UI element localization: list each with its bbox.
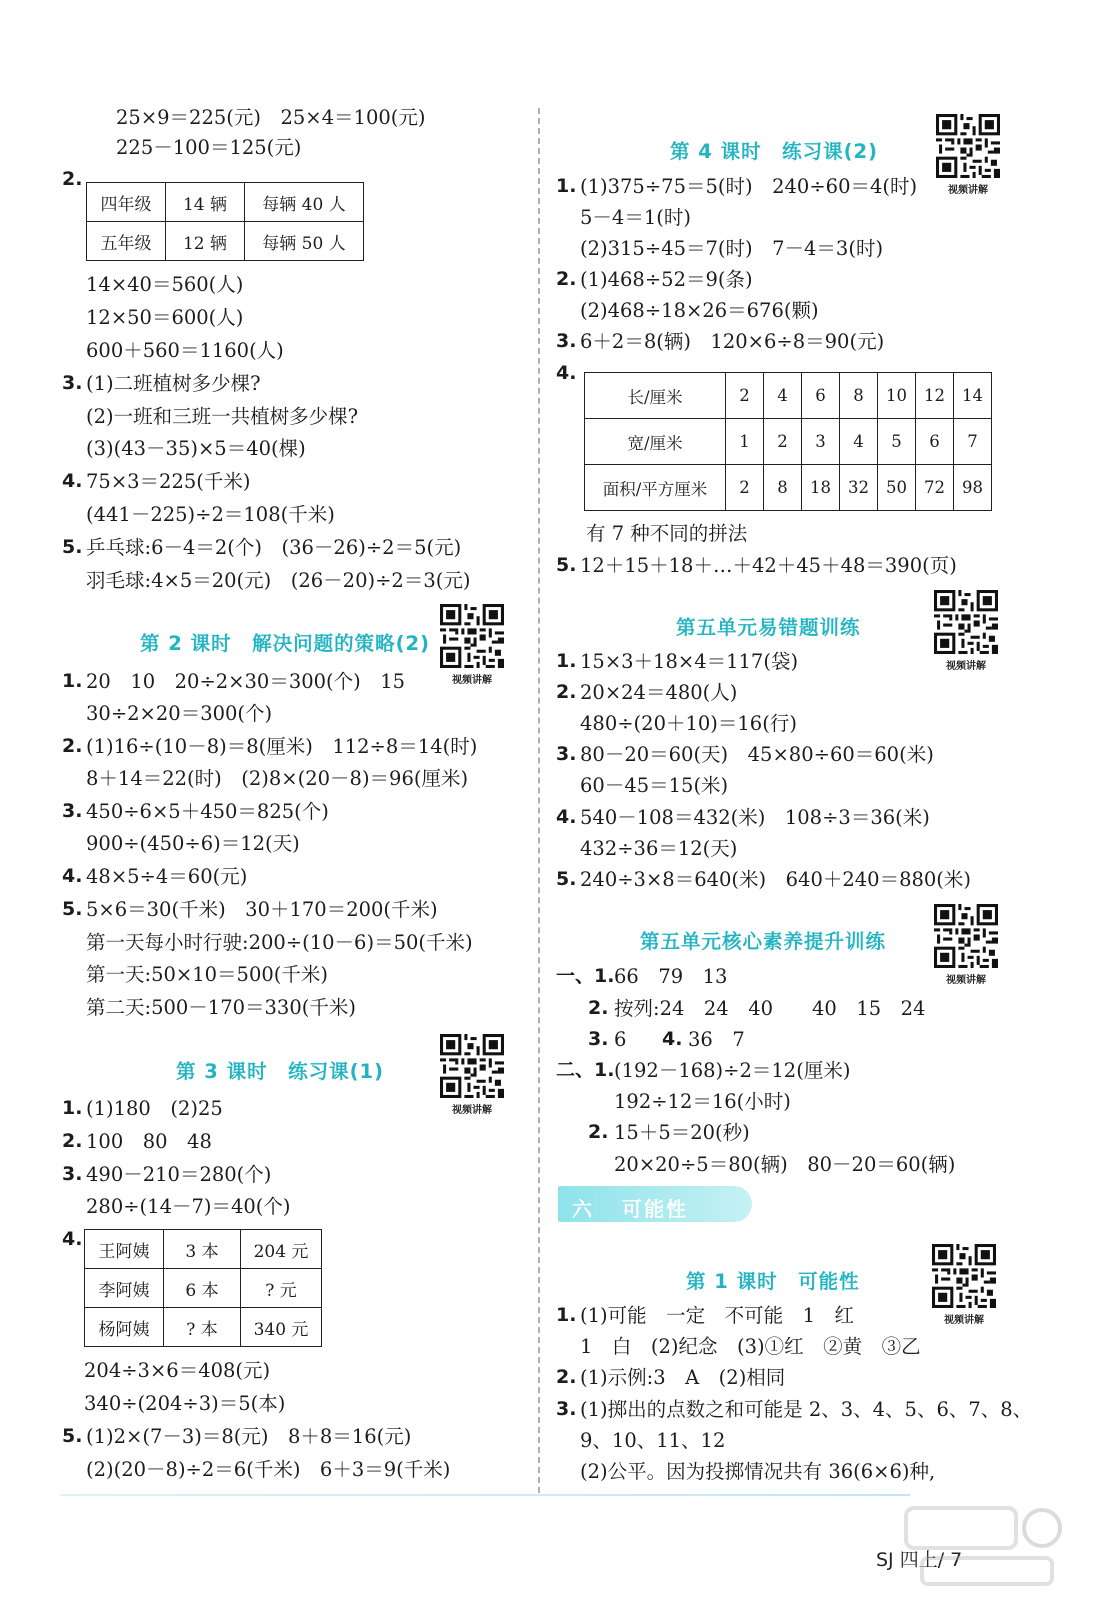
- qr-caption: 视频讲解: [946, 975, 986, 986]
- table-cell: 每辆 40 人: [245, 183, 364, 222]
- answer-line: (1)可能 一定 不可能 1 红: [580, 1304, 855, 1327]
- unit-title: 可能性: [622, 1197, 688, 1221]
- answer-line: 5×6＝30(千米) 30＋170＝200(千米): [86, 898, 438, 921]
- answer-line: 羽毛球:4×5＝20(元) (26－20)÷2＝3(元): [86, 569, 471, 592]
- answer-line: 20×20÷5＝80(辆) 80－20＝60(辆): [614, 1153, 956, 1176]
- qr-code[interactable]: [934, 904, 998, 986]
- table-cell: 4: [764, 373, 802, 419]
- answer-line: 540－108＝432(米) 108÷3＝36(米): [580, 806, 930, 829]
- answer-line: 9、10、11、12: [580, 1429, 726, 1452]
- answer-line: 36 7: [688, 1028, 745, 1051]
- answer-line: 192÷12＝16(小时): [614, 1090, 791, 1113]
- question-number: 1.: [556, 175, 577, 197]
- question-number: 5.: [62, 898, 83, 920]
- table-cell: 面积/平方厘米: [585, 465, 726, 511]
- qr-code[interactable]: [932, 1244, 996, 1326]
- answer-line: (1)二班植树多少棵?: [86, 372, 261, 395]
- vehicle-table: [86, 182, 364, 261]
- lesson-heading: 第 4 课时 练习课(2): [670, 140, 879, 163]
- question-number: 4.: [62, 470, 83, 492]
- answer-line: (192－168)÷2＝12(厘米): [614, 1059, 851, 1082]
- question-number: 2.: [588, 997, 609, 1019]
- table-cell: 340 元: [241, 1308, 322, 1347]
- answer-line: 450÷6×5＋450＝825(个): [86, 800, 329, 823]
- qr-code[interactable]: [440, 604, 504, 686]
- answer-line: 80－20＝60(天) 45×80÷60＝60(米): [580, 743, 934, 766]
- question-number: 2.: [556, 681, 577, 703]
- table-row: [85, 1269, 322, 1308]
- answer-line: 12×50＝600(人): [86, 306, 244, 329]
- question-number: 3.: [588, 1028, 609, 1050]
- table-cell: 2: [764, 419, 802, 465]
- section-heading: 第五单元易错题训练: [676, 616, 861, 639]
- question-number: 3.: [556, 330, 577, 352]
- answer-line: 280÷(14－7)＝40(个): [86, 1195, 291, 1218]
- question-number: 1.: [62, 1097, 83, 1119]
- table-cell: 7: [954, 419, 992, 465]
- table-cell: 50: [878, 465, 916, 511]
- purchase-table: [84, 1229, 322, 1347]
- table-row: [87, 222, 364, 261]
- qr-code[interactable]: [934, 590, 998, 672]
- table-row: [85, 1308, 322, 1347]
- answer-line: 60－45＝15(米): [580, 774, 729, 797]
- qr-caption: 视频讲解: [452, 675, 492, 686]
- question-number: 一、1.: [556, 965, 615, 987]
- lesson-heading: 第 3 课时 练习课(1): [176, 1060, 385, 1083]
- table-cell: 14 辆: [166, 183, 245, 222]
- table-cell: 五年级: [87, 222, 166, 261]
- answer-line: (2)(20－8)÷2＝6(千米) 6＋3＝9(千米): [86, 1458, 451, 1481]
- table-cell: 6: [802, 373, 840, 419]
- table-cell: 李阿姨: [85, 1269, 164, 1308]
- table-cell: 6 本: [164, 1269, 241, 1308]
- answer-line: 14×40＝560(人): [86, 273, 244, 296]
- answer-line: (1)2×(7－3)＝8(元) 8＋8＝16(元): [86, 1425, 412, 1448]
- qr-code[interactable]: [440, 1034, 504, 1116]
- table-cell: 32: [840, 465, 878, 511]
- table-cell: ? 元: [241, 1269, 322, 1308]
- answer-line: 乒乓球:6－4＝2(个) (36－26)÷2＝5(元): [86, 536, 462, 559]
- answer-line: (2)315÷45＝7(时) 7－4＝3(时): [580, 237, 884, 260]
- qr-caption: 视频讲解: [946, 661, 986, 672]
- question-number: 2.: [62, 168, 83, 190]
- left-column: [60, 0, 530, 1530]
- answer-line: (3)(43－35)×5＝40(棵): [86, 437, 306, 460]
- qr-code-icon: [932, 1244, 996, 1308]
- table-cell: ? 本: [164, 1308, 241, 1347]
- answer-line: (2)公平。因为投掷情况共有 36(6×6)种,: [580, 1460, 936, 1483]
- answer-line: (2)一班和三班一共植树多少棵?: [86, 405, 359, 428]
- answer-line: 48×5÷4＝60(元): [86, 865, 248, 888]
- table-cell: 1: [726, 419, 764, 465]
- answer-line: (1)180 (2)25: [86, 1097, 223, 1120]
- question-number: 2.: [556, 1366, 577, 1388]
- footer-rule: [60, 1494, 910, 1496]
- answer-line: (1)16÷(10－8)＝8(厘米) 112÷8＝14(时): [86, 735, 478, 758]
- watermark-logo: [902, 1500, 1062, 1590]
- question-number: 4.: [62, 865, 83, 887]
- lesson-heading: 第 2 课时 解决问题的策略(2): [140, 632, 431, 655]
- table-cell: 18: [802, 465, 840, 511]
- section-heading: 第五单元核心素养提升训练: [640, 930, 887, 953]
- unit-banner: [558, 1186, 752, 1222]
- question-number: 2.: [588, 1121, 609, 1143]
- qr-code-icon: [934, 904, 998, 968]
- table-cell: 王阿姨: [85, 1230, 164, 1269]
- right-column: [552, 0, 1052, 1530]
- table-cell: 四年级: [87, 183, 166, 222]
- question-number: 3.: [556, 743, 577, 765]
- question-number: 4.: [556, 806, 577, 828]
- answer-line: (2)468÷18×26＝676(颗): [580, 299, 819, 322]
- table-cell: 8: [840, 373, 878, 419]
- question-number: 2.: [62, 1130, 83, 1152]
- table-cell: 每辆 50 人: [245, 222, 364, 261]
- answer-line: 8＋14＝22(时) (2)8×(20－8)＝96(厘米): [86, 767, 469, 790]
- table-cell: 72: [916, 465, 954, 511]
- table-row: [585, 465, 992, 511]
- table-row: [585, 373, 992, 419]
- answer-line: 第一天:50×10＝500(千米): [86, 963, 328, 986]
- qr-code-icon: [934, 590, 998, 654]
- answer-line: (1)掷出的点数之和可能是 2、3、4、5、6、7、8、: [580, 1398, 1033, 1421]
- page-number: SJ 四上/ 7: [876, 1549, 963, 1571]
- table-cell: 3 本: [164, 1230, 241, 1269]
- lesson-heading: 第 1 课时 可能性: [686, 1270, 860, 1293]
- question-number: 4.: [662, 1028, 683, 1050]
- qr-caption: 视频讲解: [948, 185, 988, 196]
- table-cell: 宽/厘米: [585, 419, 726, 465]
- answer-line: 15×3＋18×4＝117(袋): [580, 650, 799, 673]
- question-number: 3.: [556, 1398, 577, 1420]
- question-number: 3.: [62, 800, 83, 822]
- question-number: 二、1.: [556, 1059, 615, 1081]
- answer-line: 340÷(204÷3)＝5(本): [84, 1392, 286, 1415]
- answer-line: 900÷(450÷6)＝12(天): [86, 832, 300, 855]
- table-cell: 12 辆: [166, 222, 245, 261]
- answer-line: 600＋560＝1160(人): [86, 339, 284, 362]
- table-cell: 204 元: [241, 1230, 322, 1269]
- answer-line: 480÷(20＋10)＝16(行): [580, 712, 797, 735]
- table-cell: 98: [954, 465, 992, 511]
- question-number: 1.: [556, 650, 577, 672]
- table-cell: 6: [916, 419, 954, 465]
- table-cell: 长/厘米: [585, 373, 726, 419]
- answer-line: 20 10 20÷2×30＝300(个) 15: [86, 670, 406, 693]
- answer-line: (1)375÷75＝5(时) 240÷60＝4(时): [580, 175, 918, 198]
- answer-line: 按列:24 24 40 40 15 24: [614, 997, 926, 1020]
- question-number: 1.: [62, 670, 83, 692]
- answer-line: 432÷36＝12(天): [580, 837, 738, 860]
- answer-line: 66 79 13: [614, 965, 728, 988]
- table-cell: 3: [802, 419, 840, 465]
- answer-line: 75×3＝225(千米): [86, 470, 251, 493]
- table-cell: 2: [726, 465, 764, 511]
- table-cell: 4: [840, 419, 878, 465]
- answer-line: 1 白 (2)纪念 (3)①红 ②黄 ③乙: [580, 1335, 921, 1358]
- qr-code-icon: [440, 604, 504, 668]
- answer-line: 5－4＝1(时): [580, 206, 691, 229]
- question-number: 4.: [62, 1228, 83, 1250]
- answer-line: 6＋2＝8(辆) 120×6÷8＝90(元): [580, 330, 885, 353]
- answer-line: (1)468÷52＝9(条): [580, 268, 753, 291]
- table-cell: 10: [878, 373, 916, 419]
- answer-line: 有 7 种不同的拼法: [586, 522, 748, 545]
- answer-line: (441－225)÷2＝108(千米): [86, 503, 335, 526]
- table-cell: 杨阿姨: [85, 1308, 164, 1347]
- qr-code[interactable]: [936, 114, 1000, 196]
- answer-line: 6: [614, 1028, 666, 1051]
- table-row: [87, 183, 364, 222]
- answer-line: 25×9＝225(元) 25×4＝100(元): [116, 106, 426, 129]
- question-number: 4.: [556, 362, 577, 384]
- table-cell: 2: [726, 373, 764, 419]
- answer-line: 30÷2×20＝300(个): [86, 702, 273, 725]
- table-cell: 14: [954, 373, 992, 419]
- qr-caption: 视频讲解: [944, 1315, 984, 1326]
- table-row: [85, 1230, 322, 1269]
- table-cell: 8: [764, 465, 802, 511]
- table-cell: 12: [916, 373, 954, 419]
- answer-line: 20×24＝480(人): [580, 681, 738, 704]
- answer-line: 240÷3×8＝640(米) 640＋240＝880(米): [580, 868, 972, 891]
- table-cell: 5: [878, 419, 916, 465]
- answer-line: 490－210＝280(个): [86, 1163, 272, 1186]
- question-number: 3.: [62, 372, 83, 394]
- qr-code-icon: [936, 114, 1000, 178]
- table-row: [585, 419, 992, 465]
- question-number: 5.: [62, 1425, 83, 1447]
- rectangle-table: [584, 372, 992, 511]
- answer-line: 12＋15＋18＋…＋42＋45＋48＝390(页): [580, 554, 957, 577]
- question-number: 2.: [556, 268, 577, 290]
- column-divider: [538, 108, 540, 1493]
- qr-code-icon: [440, 1034, 504, 1098]
- answer-line: 225－100＝125(元): [116, 136, 302, 159]
- answer-line: 100 80 48: [86, 1130, 212, 1153]
- question-number: 2.: [62, 735, 83, 757]
- answer-line: 15＋5＝20(秒): [614, 1121, 750, 1144]
- answer-line: (1)示例:3 A (2)相同: [580, 1366, 786, 1389]
- answer-line: 第一天每小时行驶:200÷(10－6)＝50(千米): [86, 931, 473, 954]
- answer-line: 204÷3×6＝408(元): [84, 1359, 271, 1382]
- question-number: 5.: [556, 868, 577, 890]
- unit-number: 六: [572, 1197, 594, 1221]
- question-number: 5.: [556, 554, 577, 576]
- question-number: 3.: [62, 1163, 83, 1185]
- question-number: 5.: [62, 536, 83, 558]
- qr-caption: 视频讲解: [452, 1105, 492, 1116]
- answer-line: 第二天:500－170＝330(千米): [86, 996, 356, 1019]
- question-number: 1.: [556, 1304, 577, 1326]
